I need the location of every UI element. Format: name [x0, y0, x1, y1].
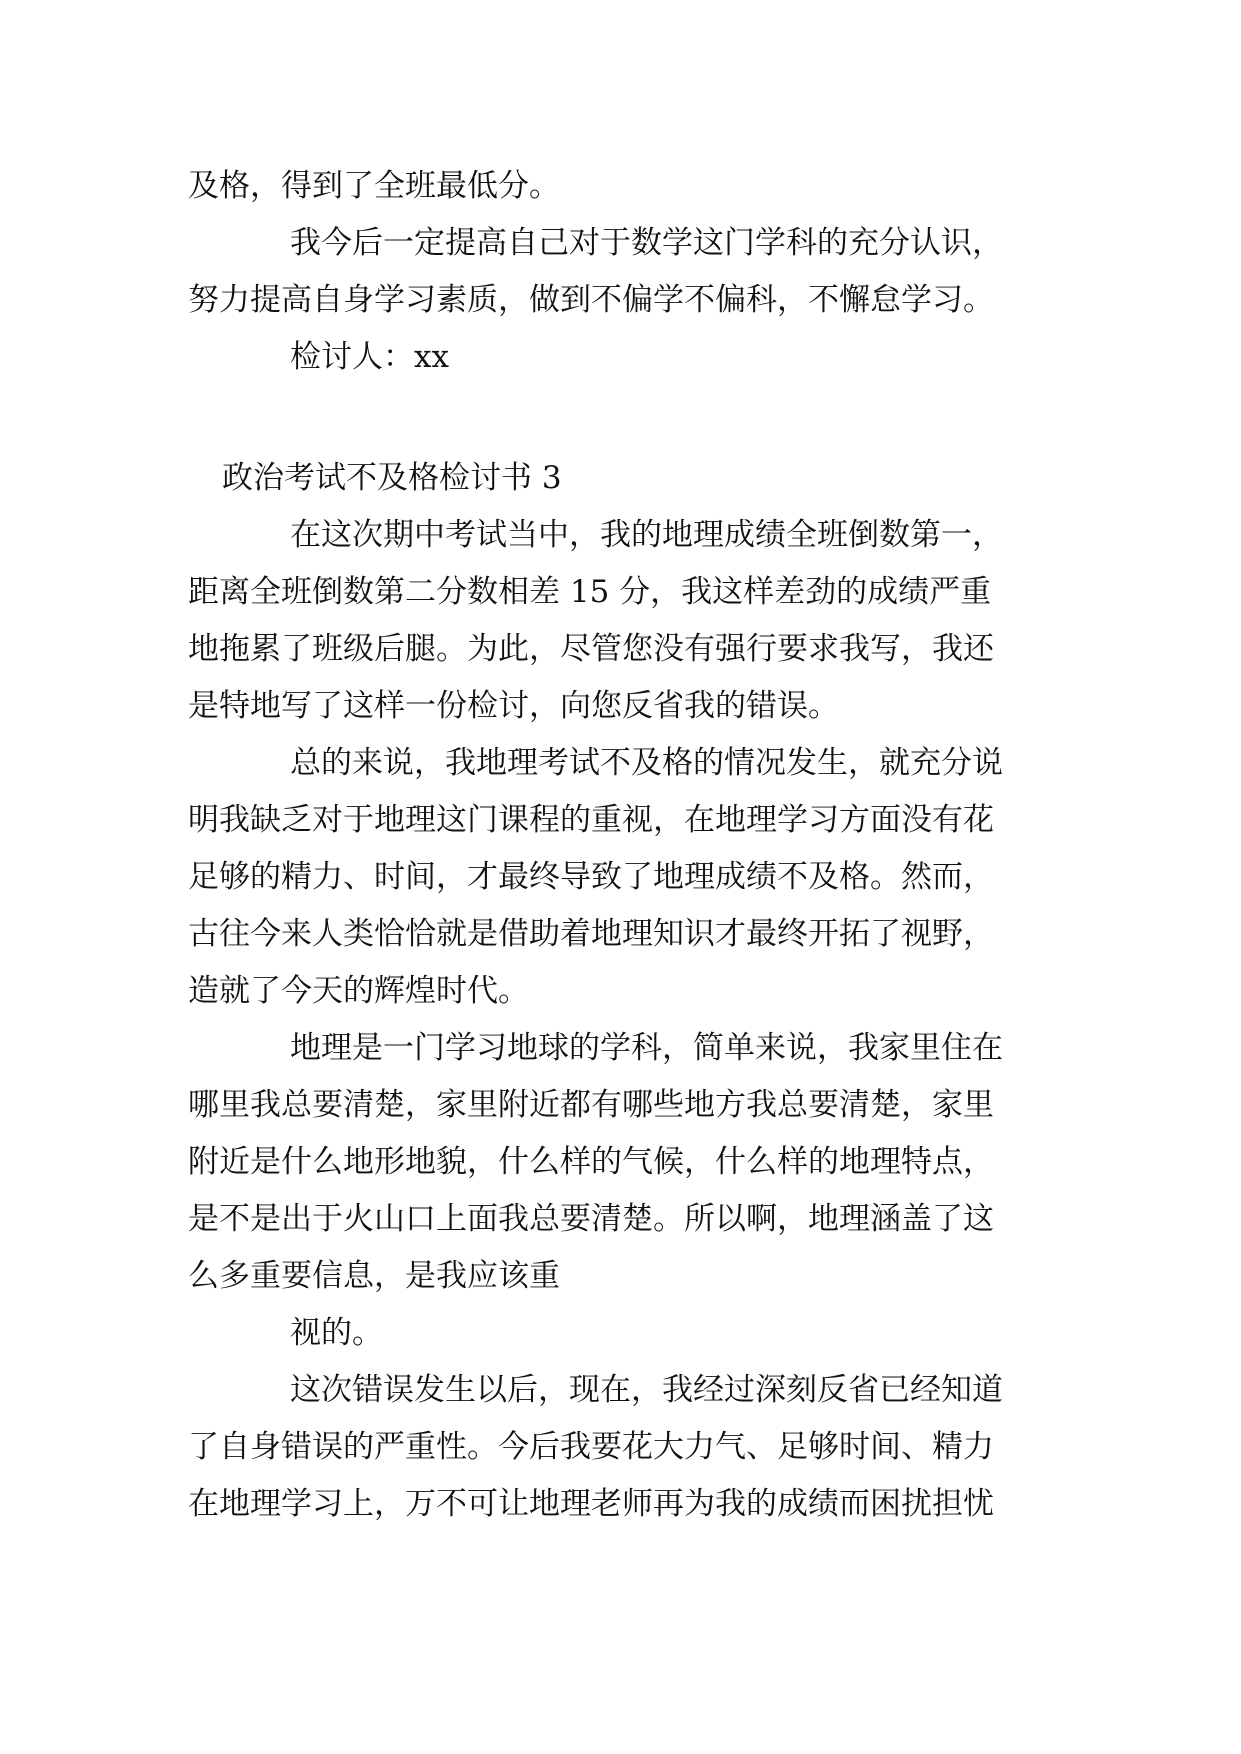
section-title: 政治考试不及格检讨书 3 [222, 460, 562, 496]
text-line: 我今后一定提高自己对于数学这门学科的充分认识， [290, 225, 1003, 261]
text-line: 造就了今天的辉煌时代。 [188, 973, 529, 1009]
text-line: 古往今来人类恰恰就是借助着地理知识才最终开拓了视野， [188, 916, 994, 952]
text-line: 及格，得到了全班最低分。 [188, 168, 560, 204]
signature-line: 检讨人：xx [290, 339, 449, 375]
text-line: 努力提高自身学习素质，做到不偏学不偏科，不懈怠学习。 [188, 282, 994, 318]
text-line: 附近是什么地形地貌，什么样的气候，什么样的地理特点， [188, 1144, 994, 1180]
text-line: 明我缺乏对于地理这门课程的重视，在地理学习方面没有花 [188, 802, 994, 838]
text-line: 地理是一门学习地球的学科，简单来说，我家里住在 [290, 1030, 1003, 1066]
text-line: 视的。 [290, 1315, 383, 1351]
text-line: 在这次期中考试当中，我的地理成绩全班倒数第一， [290, 517, 1003, 553]
text-line: 了自身错误的严重性。今后我要花大力气、足够时间、精力 [188, 1429, 994, 1465]
text-line: 这次错误发生以后，现在，我经过深刻反省已经知道 [290, 1372, 1003, 1408]
text-line: 在地理学习上，万不可让地理老师再为我的成绩而困扰担忧 [188, 1486, 994, 1522]
text-line: 么多重要信息，是我应该重 [188, 1258, 560, 1294]
text-line: 是不是出于火山口上面我总要清楚。所以啊，地理涵盖了这 [188, 1201, 994, 1237]
text-line: 距离全班倒数第二分数相差 15 分，我这样差劲的成绩严重 [188, 574, 992, 610]
text-line: 足够的精力、时间，才最终导致了地理成绩不及格。然而， [188, 859, 994, 895]
text-line: 是特地写了这样一份检讨，向您反省我的错误。 [188, 688, 839, 724]
text-line: 地拖累了班级后腿。为此，尽管您没有强行要求我写，我还 [188, 631, 994, 667]
text-line: 总的来说，我地理考试不及格的情况发生，就充分说 [290, 745, 1003, 781]
text-line: 哪里我总要清楚，家里附近都有哪些地方我总要清楚，家里 [188, 1087, 994, 1123]
